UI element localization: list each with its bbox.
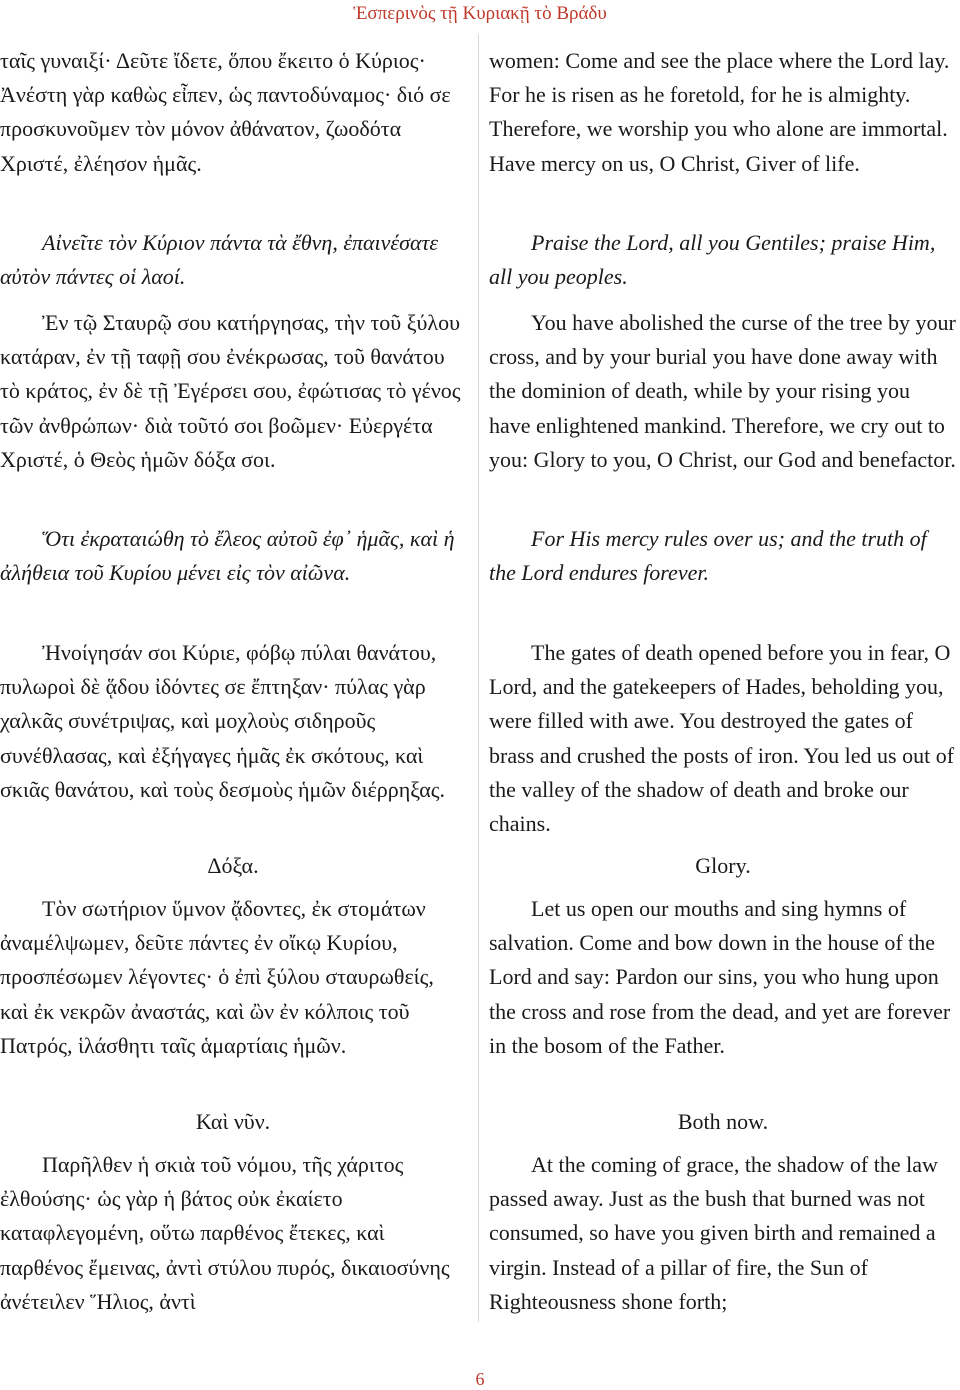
greek-paragraph: ταῖς γυναιξί· Δεῦτε ἴδετε, ὅπου ἔκειτο ὁ Κύριος· Ἀνέστη γὰρ καθὼς εἶπεν, ὡς παντοδύναμος· διό σε προσκυνοῦμεν τὸν μόνον ἀθάνατον, ζωοδότα Χριστέ, ἐλέησον ἡμᾶς. <box>0 48 451 176</box>
english-verse: Praise the Lord, all you Gentiles; praise Him, all you peoples. <box>489 230 936 290</box>
column-divider <box>478 34 479 1322</box>
running-header: Ἑσπερινὸς τῇ Κυριακῇ τὸ Βράδυ <box>353 3 607 24</box>
greek-paragraph: Τὸν σωτήριον ὕμνον ᾄδοντες, ἐκ στομάτων ἀναμέλψωμεν, δεῦτε πάντες ἐν οἴκῳ Κυρίου, προσπέσωμεν λέγοντες· ὁ ἐπὶ ξύλου σταυρωθείς, καὶ ἐκ νεκρῶν ἀναστάς, καὶ ὢν ἐν κόλποις τοῦ Πατρός, ἱλάσθητι ταῖς ἁμαρτίαις ἡμῶν. <box>0 896 434 1058</box>
greek-verse: Ὅτι ἐκραταιώθη τὸ ἔλεος αὐτοῦ ἐφ᾽ ἡμᾶς, καὶ ἡ ἀλήθεια τοῦ Κυρίου μένει εἰς τὸν αἰῶνα. <box>0 526 455 586</box>
english-paragraph: women: Come and see the place where the Lord lay. For he is risen as he foretold, for he is almighty. Therefore, we worship you who alone are immortal. Have mercy on us, O Christ, Giver of life. <box>489 48 950 176</box>
greek-both-now: Καὶ νῦν. <box>195 1109 271 1134</box>
greek-paragraph: Παρῆλθεν ἡ σκιὰ τοῦ νόμου, τῆς χάριτος ἐλθούσης· ὡς γὰρ ἡ βάτος οὐκ ἐκαίετο καταφλεγομένη, οὕτω παρθένος ἔτεκες, καὶ παρθένος ἔμεινας, ἀντὶ στύλου πυρός, δικαιοσύνης ἀνέτειλεν Ἥλιος, ἀντὶ <box>0 1152 450 1314</box>
english-paragraph: The gates of death opened before you in fear, O Lord, and the gatekeepers of Hades, beholding you, were filled with awe. You destroyed the gates of brass and crushed the posts of iron. You led us out of the valley of the shadow of death and broke our chains. <box>489 640 955 837</box>
english-paragraph: You have abolished the curse of the tree by your cross, and by your burial you have done away with the dominion of death, while by your rising you have enlightened mankind. Therefore, we cry out to you: Glory to you, O Christ, our God and benefactor. <box>489 310 956 472</box>
page-number: 6 <box>475 1369 485 1389</box>
english-paragraph: At the coming of grace, the shadow of the law passed away. Just as the bush that burned was not consumed, so have you given birth and remained a virgin. Instead of a pillar of fire, the Sun of Righteousness shone forth; <box>489 1152 938 1314</box>
greek-doxology: Δόξα. <box>207 853 259 878</box>
english-doxology: Glory. <box>695 853 751 878</box>
greek-paragraph: Ἠνοίγησάν σοι Κύριε, φόβῳ πύλαι θανάτου, πυλωροὶ δὲ ᾅδου ἰδόντες σε ἔπτηξαν· πύλας γὰρ χαλκᾶς συνέτριψας, καὶ μοχλοὺς σιδηροῦς συνέθλασας, καὶ ἐξήγαγες ἡμᾶς ἐκ σκότους, καὶ σκιᾶς θανάτου, καὶ τοὺς δεσμοὺς ἡμῶν διέρρηξας. <box>0 640 445 802</box>
greek-paragraph: Ἐν τῷ Σταυρῷ σου κατήργησας, τὴν τοῦ ξύλου κατάραν, ἐν τῇ ταφῇ σου ἐνέκρωσας, τοῦ θανάτου τὸ κράτος, ἐν δὲ τῇ Ἐγέρσει σου, ἐφώτισας τὸ γένος τῶν ἀνθρώπων· διὰ τοῦτό σοι βοῶμεν· Εὐεργέτα Χριστέ, ὁ Θεὸς ἡμῶν δόξα σοι. <box>0 310 461 472</box>
greek-verse: Αἰνεῖτε τὸν Κύριον πάντα τὰ ἔθνη, ἐπαινέσατε αὐτὸν πάντες οἱ λαοί. <box>0 230 439 290</box>
english-both-now: Both now. <box>677 1109 769 1134</box>
english-verse: For His mercy rules over us; and the truth of the Lord endures forever. <box>489 526 927 586</box>
english-paragraph: Let us open our mouths and sing hymns of salvation. Come and bow down in the house of the Lord and say: Pardon our sins, you who hung upon the cross and rose from the dead, and yet are forever in the bosom of the Father. <box>489 896 951 1058</box>
